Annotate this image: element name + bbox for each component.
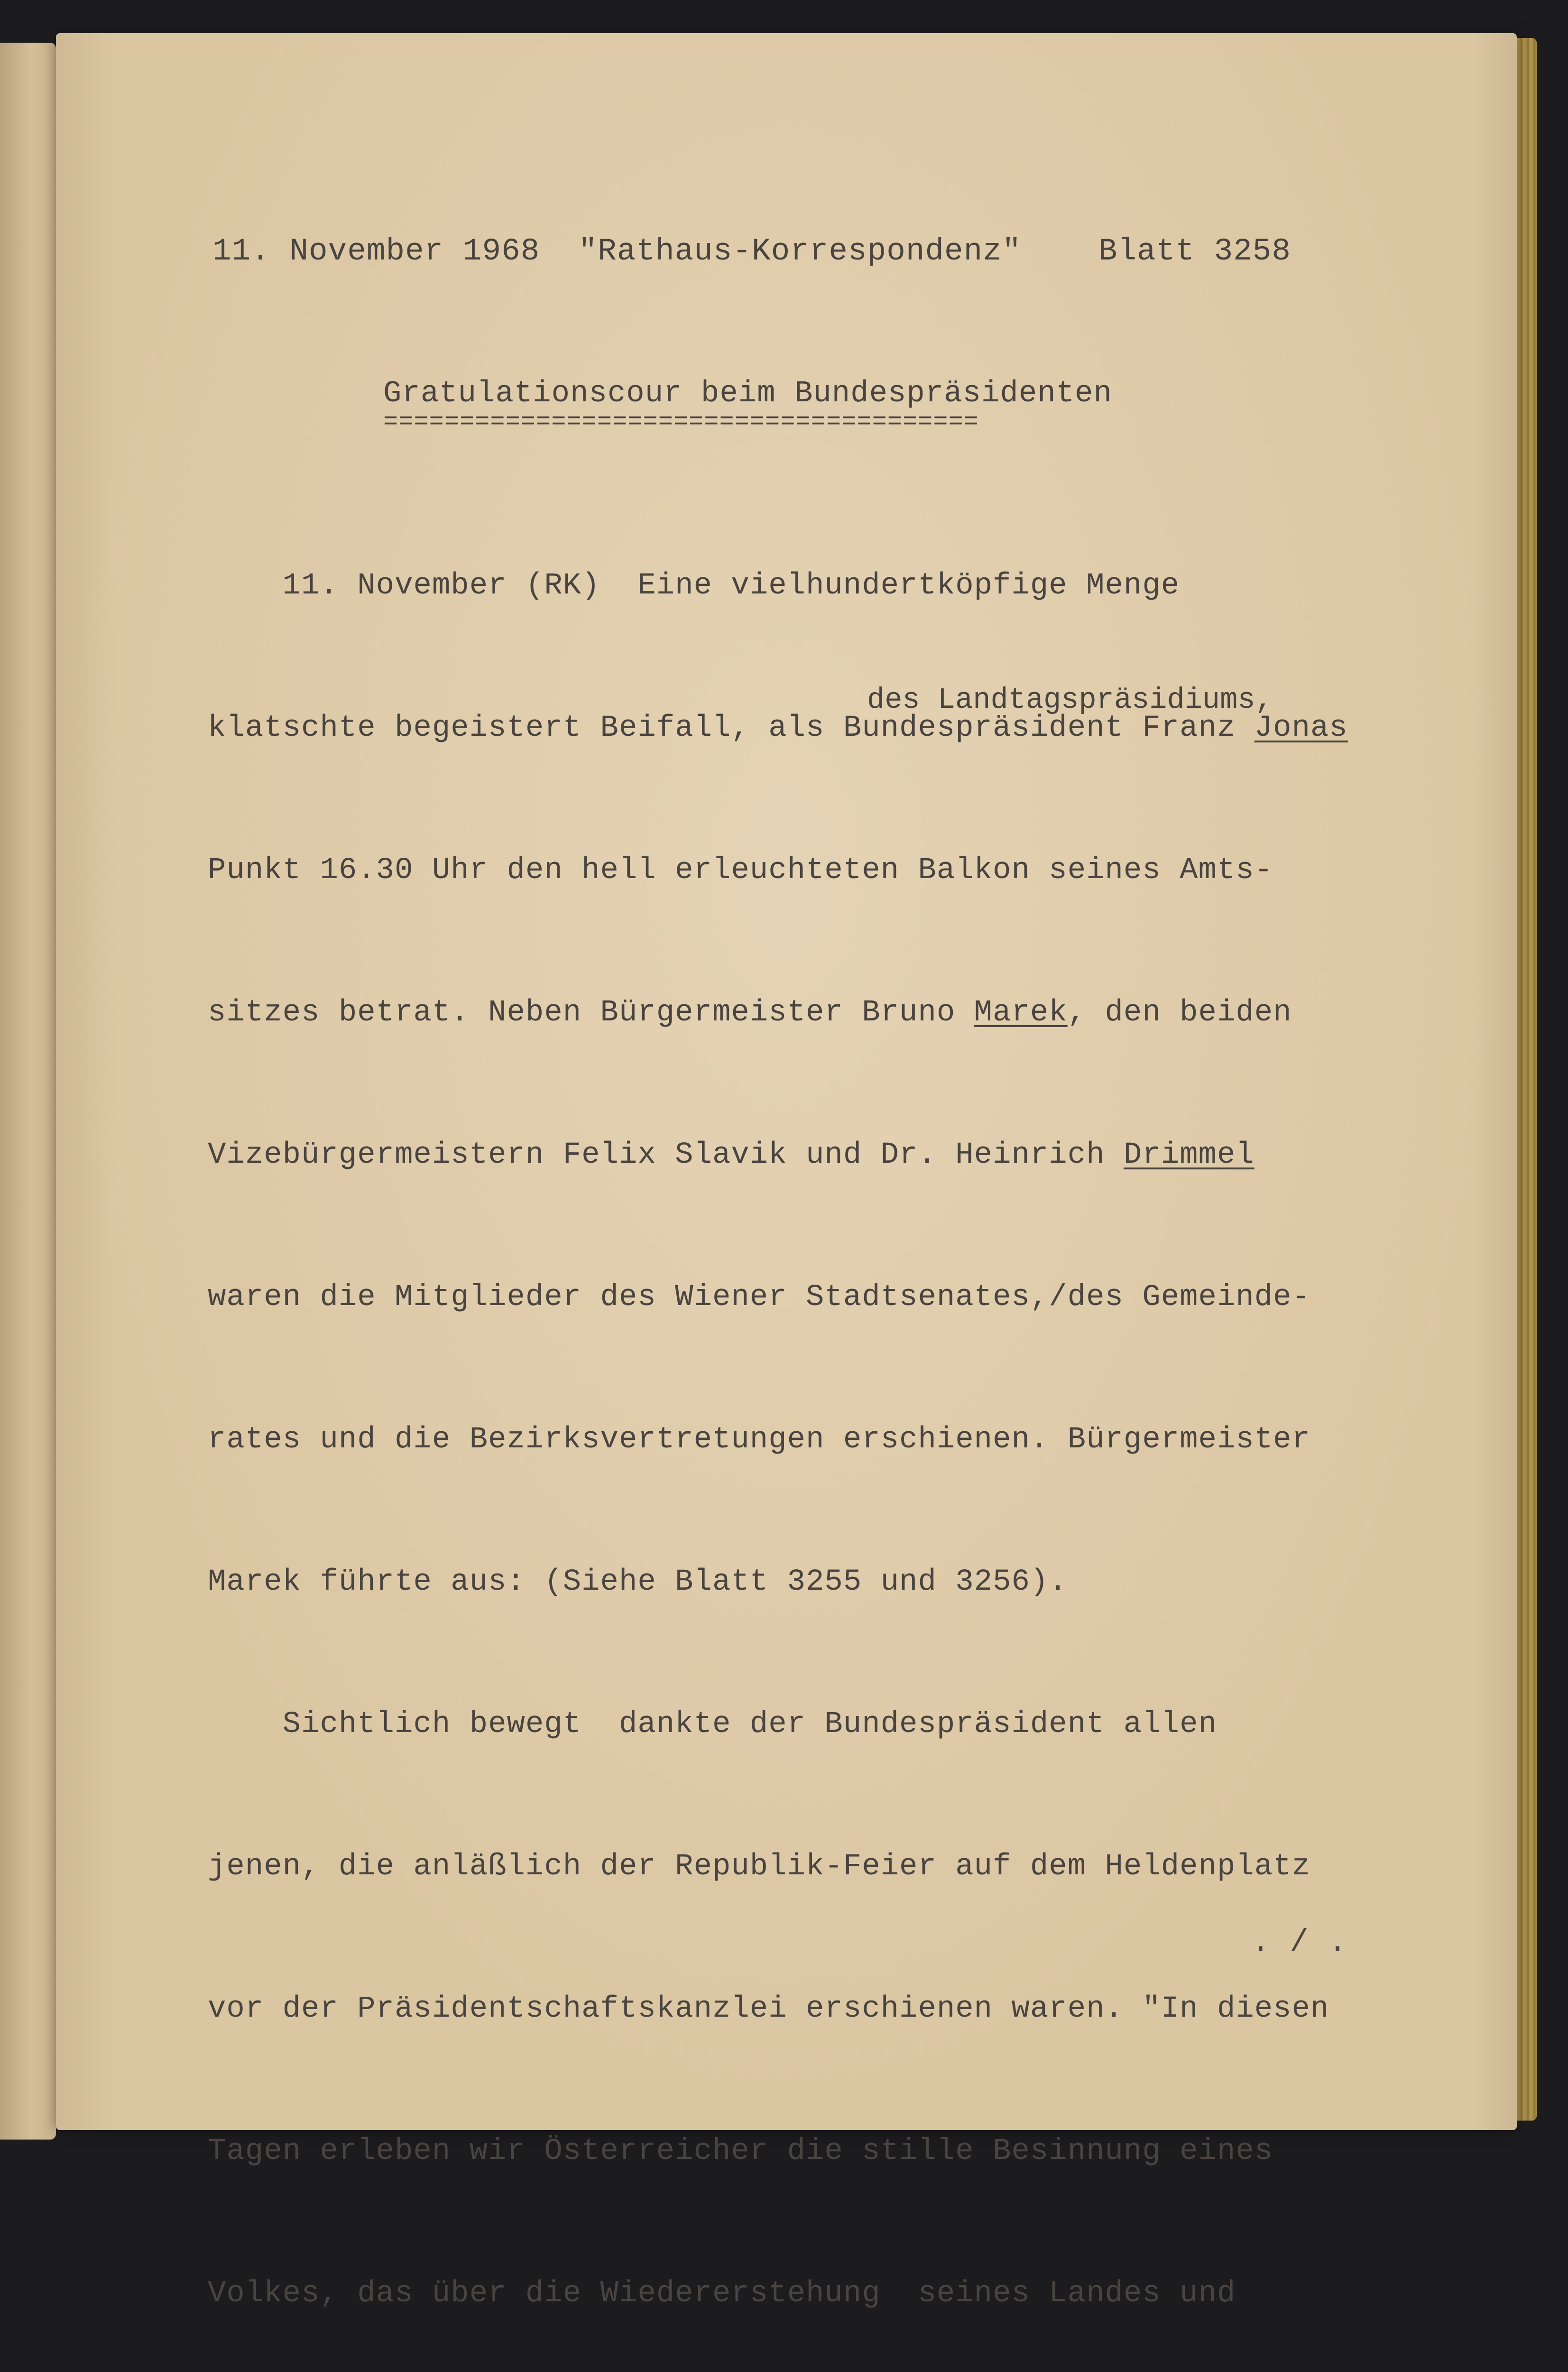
body-line: 11. November (RK) Eine vielhundertköpfige Menge [208, 569, 1180, 603]
header-publication: "Rathaus-Korrespondenz" [578, 233, 1022, 269]
underlined-name: Marek [974, 996, 1068, 1030]
document-page [56, 33, 1517, 2311]
body-line: Marek führte aus: (Siehe Blatt 3255 und 3256). [208, 1565, 1068, 1599]
handwritten-insertion: des Landtagspräsidiums, [867, 683, 1273, 717]
body-line: waren die Mitglieder des Wiener Stadtsenates,/des Gemeinde- [208, 1280, 1310, 1315]
continuation-mark: . / . [1251, 1925, 1348, 1960]
body-line: Sichtlich bewegt dankte der Bundespräsident allen [208, 1707, 1217, 1742]
body-line: jenen, die anläßlich der Republik-Feier auf dem Heldenplatz [208, 1850, 1310, 1884]
body-line: Vizebürgermeistern Felix Slavik und Dr. Heinrich Drimmel [208, 1138, 1254, 1172]
body-line: rates und die Bezirksvertretungen erschienen. Bürgermeister [208, 1423, 1310, 1457]
body-line: vor der Präsidentschaftskanzlei erschienen waren. "In diesen [208, 1992, 1329, 2026]
title-underline-rule: ======================================= [383, 408, 979, 436]
underlined-name: Drimmel [1123, 1138, 1254, 1172]
body-line: Punkt 16.30 Uhr den hell erleuchteten Balkon seines Amts- [208, 853, 1273, 888]
article-title: Gratulationscour beim Bundespräsidenten [383, 377, 1112, 411]
body-line: sitzes betrat. Neben Bürgermeister Bruno Marek, den beiden [208, 996, 1292, 1030]
header-sheet: Blatt 3258 [1098, 233, 1291, 269]
body-line: Volkes, das über die Wiedererstehung seines Landes und [208, 2277, 1236, 2311]
header-date: 11. November 1968 [212, 233, 540, 269]
body-line: Tagen erleben wir Österreicher die stille Besinnung eines [208, 2134, 1273, 2168]
underlined-name: Jonas [1254, 711, 1348, 745]
adjacent-page-edge [0, 43, 56, 2140]
header-line [212, 228, 1291, 275]
body-line: klatschte begeistert Beifall, als Bundespräsident Franz Jonas [208, 711, 1348, 745]
article-body [208, 467, 1441, 2372]
